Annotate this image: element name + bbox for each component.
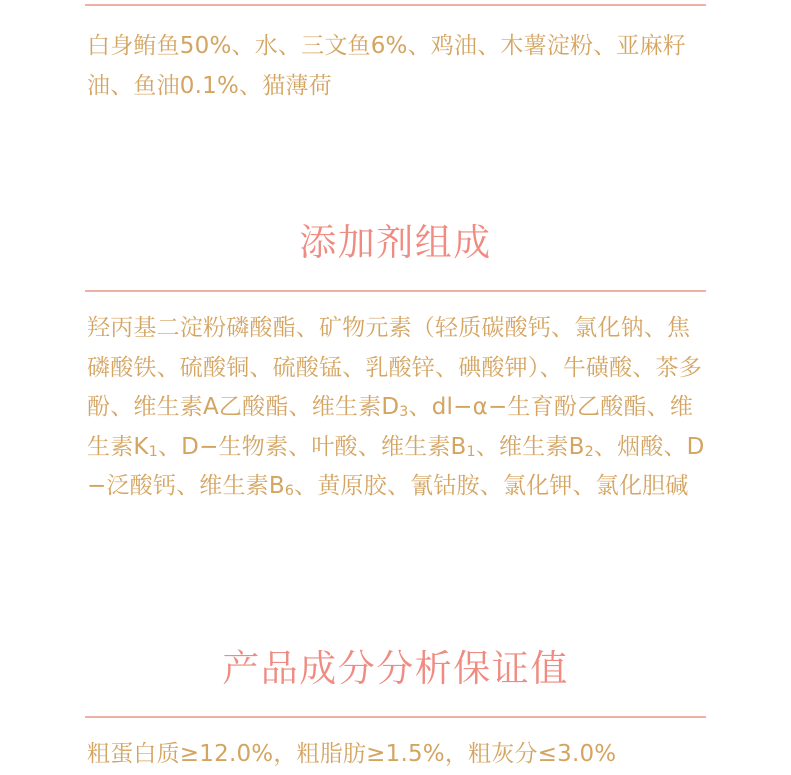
additives-segment: 、黄原胶、氰钴胺、氯化钾、氯化胆碱 (294, 473, 689, 500)
subscript-text: 2 (584, 443, 594, 460)
additives-segment: 羟丙基二淀粉磷酸酯、矿物元素（轻质碳酸钙、氯化钠、焦磷酸铁、硫酸铜、硫酸锰、乳酸锌、碘酸钾）、牛磺酸、茶多酚、维生素A乙酸酯、维生素D (87, 315, 702, 421)
analysis-divider (85, 716, 706, 718)
analysis-heading: 产品成分分析保证值 (222, 647, 569, 690)
subscript-text: 3 (399, 404, 409, 421)
additives-divider (85, 290, 706, 292)
additives-heading: 添加剂组成 (299, 221, 492, 264)
ingredients-text: 白身鲔鱼50%、水、三文鱼6%、鸡油、木薯淀粉、亚麻籽油、鱼油0.1%、猫薄荷 (87, 33, 687, 99)
additives-segment: 、烟酸、D−泛酸钙、维生素B (87, 433, 705, 500)
section-divider-top (85, 4, 706, 6)
additives-segment: 、维生素B (475, 433, 585, 460)
additives-segment: 、D−生物素、叶酸、维生素B (157, 433, 467, 460)
analysis-text: 粗蛋白质≥12.0%，粗脂肪≥1.5%，粗灰分≤3.0% (87, 741, 617, 767)
subscript-text: 1 (148, 443, 158, 460)
subscript-text: 6 (284, 483, 295, 500)
additives-segment: 、dl−α−生育酚乙酸酯、维生素K (87, 394, 694, 460)
subscript-text: 1 (466, 443, 476, 460)
additives-text (87, 309, 709, 507)
